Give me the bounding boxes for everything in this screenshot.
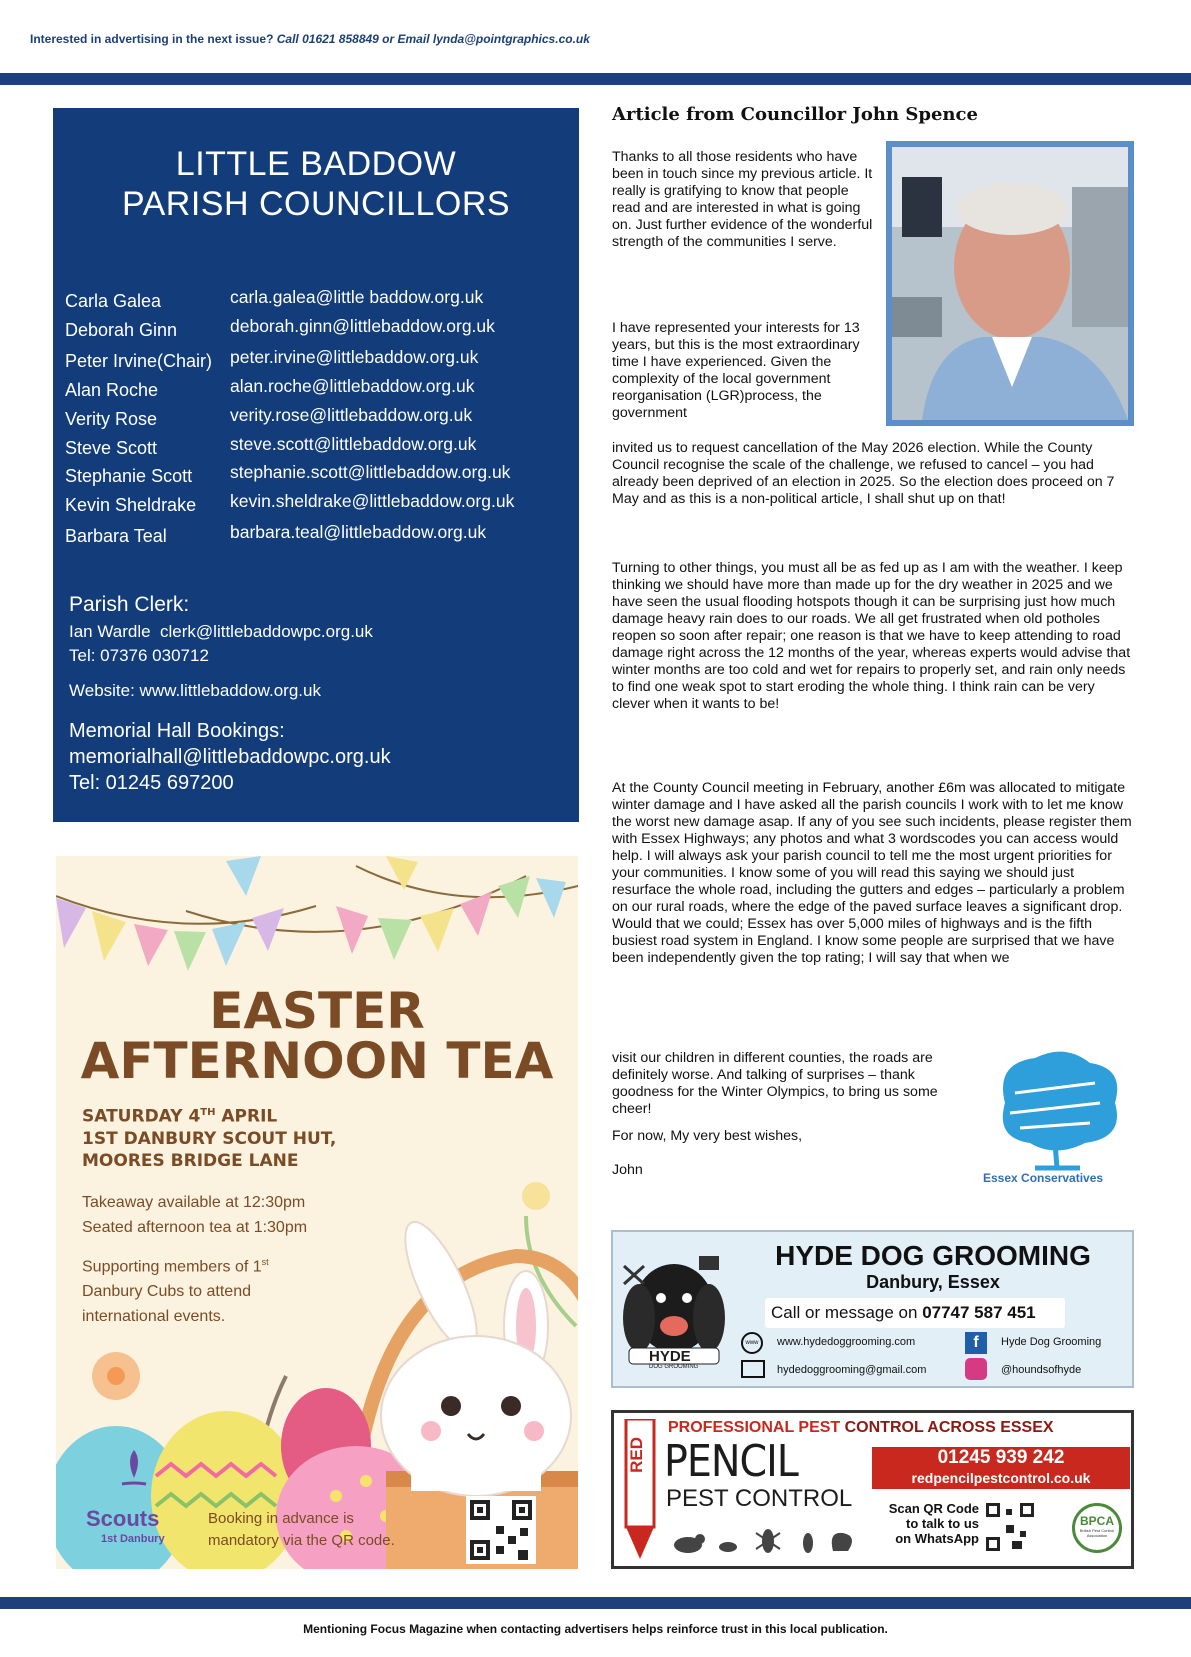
globe-icon: www bbox=[741, 1332, 763, 1354]
website-link[interactable]: Website: www.littlebaddow.org.uk bbox=[69, 681, 321, 700]
clerk-telephone: Tel: 07376 030712 bbox=[69, 646, 209, 665]
hyde-email[interactable]: hydedoggrooming@gmail.com bbox=[777, 1364, 927, 1376]
easter-title bbox=[56, 982, 578, 1090]
hyde-title: HYDE DOG GROOMING bbox=[775, 1240, 1091, 1271]
qr-line3: on WhatsApp bbox=[895, 1531, 979, 1546]
councillor-email[interactable]: barbara.teal@littlebaddow.org.uk bbox=[230, 522, 487, 542]
event-date bbox=[82, 1102, 336, 1128]
councillor-name: Steve Scott bbox=[65, 438, 158, 458]
councillor-row bbox=[65, 434, 575, 464]
pest-website[interactable]: redpencilpestcontrol.co.uk bbox=[911, 1470, 1091, 1486]
article-paragraph-4: At the County Council meeting in February, another £6m was allocated to mitigate winter damage and I have asked all the parish councils I work with to let me know the worst new damage asap. If any of you see such incidents, please register them with Essex Highways; any photos and what 3 wordscodes you can access would help. I will always ask your parish council to tell me the most urgent priorities for your communities. I know some of you will read this saying we should just resurface the whole road, including the gutters and edges – particularly a problem on our rural roads, where the edge of the paved surface leaves a significant drop. Would that we could; Essex has over 5,000 miles of highways and is the fifth busiest road system in England. I know some people are surprised that we have been independently given the top rating; I will say that when we bbox=[612, 780, 1132, 966]
hyde-phone[interactable]: 07747 587 451 bbox=[922, 1303, 1036, 1322]
pest-qr-note bbox=[874, 1501, 979, 1546]
easter-title-line1: EASTER bbox=[209, 982, 425, 1040]
councillors-title-line1: LITTLE BADDOW bbox=[175, 145, 457, 183]
qr-code-icon[interactable] bbox=[984, 1501, 1036, 1553]
date-month: APRIL bbox=[215, 1106, 278, 1127]
councillor-row bbox=[65, 376, 575, 406]
councillor-email[interactable]: steve.scott@littlebaddow.org.uk bbox=[230, 434, 477, 454]
councillors-title bbox=[53, 144, 579, 224]
article-paragraph-1: Thanks to all those residents who have been in touch since my previous article. It really is gratifying to know that people read and are interested in what is going on. Just further evidence of the wonderful strength of the communities I serve. bbox=[612, 149, 873, 250]
event-times bbox=[82, 1190, 307, 1240]
councillor-email[interactable]: deborah.ginn@littlebaddow.org.uk bbox=[230, 316, 495, 336]
councillor-photo bbox=[886, 141, 1134, 426]
seated-time: Seated afternoon tea at 1:30pm bbox=[82, 1219, 308, 1236]
photo-frame bbox=[892, 147, 1128, 420]
article-signoff: For now, My very best wishes, bbox=[612, 1128, 803, 1144]
hyde-dog-grooming-ad bbox=[611, 1230, 1134, 1388]
pest-red-word: RED bbox=[627, 1437, 646, 1473]
councillor-name: Peter Irvine(Chair) bbox=[65, 351, 213, 371]
article-paragraph-2-wrap: I have represented your interests for 13 years, but this is the most extraordinary time I have experienced. Given the complexity of the local government reorganisation (LGR)process, the government bbox=[612, 320, 860, 421]
councillor-name: Alan Roche bbox=[65, 380, 159, 400]
article-paragraph-4-end: visit our children in different counties, the roads are definitely worse. And talking of surprises – thank goodness for the Winter Olympics, to bring us some cheer! bbox=[612, 1050, 938, 1117]
takeaway-time: Takeaway available at 12:30pm bbox=[82, 1194, 306, 1211]
pest-contact-box bbox=[872, 1447, 1130, 1489]
councillor-name: Carla Galea bbox=[65, 291, 162, 311]
article-author: John bbox=[612, 1162, 643, 1178]
top-rule bbox=[0, 73, 1191, 85]
councillor-row bbox=[65, 405, 575, 435]
councillor-name: Stephanie Scott bbox=[65, 466, 193, 486]
hyde-website[interactable]: www.hydedoggrooming.com bbox=[777, 1336, 916, 1348]
parish-clerk-contact bbox=[69, 622, 373, 642]
hyde-call-prefix: Call or message on bbox=[771, 1303, 923, 1322]
pest-phone[interactable]: 01245 939 242 bbox=[937, 1447, 1065, 1468]
conservatives-logo-text: Essex Conservatives bbox=[983, 1171, 1104, 1185]
hyde-instagram[interactable]: @houndsofhyde bbox=[1001, 1364, 1082, 1376]
councillor-email[interactable]: stephanie.scott@littlebaddow.org.uk bbox=[230, 462, 511, 482]
pest-headline bbox=[668, 1419, 1054, 1437]
portrait-image bbox=[892, 147, 1128, 420]
easter-tea-poster bbox=[56, 856, 578, 1569]
red-pencil-pest-ad bbox=[611, 1410, 1134, 1569]
qr-line1: Scan QR Code bbox=[888, 1501, 979, 1516]
pest-silhouettes-icon bbox=[668, 1521, 858, 1557]
pest-brand-sub: PEST CONTROL bbox=[666, 1485, 853, 1512]
event-purpose bbox=[82, 1250, 269, 1329]
councillor-name: Deborah Ginn bbox=[65, 320, 178, 340]
councillor-email[interactable]: kevin.sheldrake@littlebaddow.org.uk bbox=[230, 491, 515, 511]
councillor-row bbox=[65, 347, 575, 377]
councillor-row bbox=[65, 522, 575, 552]
hyde-call-box bbox=[765, 1298, 1065, 1328]
article-title: Article from Councillor John Spence bbox=[612, 104, 978, 125]
councillor-row bbox=[65, 287, 575, 317]
event-details bbox=[82, 1102, 336, 1172]
booking-line1: Booking in advance is bbox=[208, 1510, 354, 1527]
bpca-badge bbox=[1072, 1503, 1122, 1553]
email-icon bbox=[741, 1360, 765, 1378]
purpose-line2: Danbury Cubs to attend bbox=[82, 1283, 251, 1301]
footer-notice: Mentioning Focus Magazine when contacting advertisers helps reinforce trust in this local publication. bbox=[303, 1622, 888, 1636]
parish-clerk-heading: Parish Clerk: bbox=[69, 593, 190, 616]
article-paragraph-3: Turning to other things, you must all be as fed up as I am with the weather. I keep thinking we should have more than made up for the dry weather in 2025 and we have seen the usual flooding hotspots though it can be surprising just how much damage heavy rain does to our roads. We all get frustrated when old potholes reopen so soon after repair; one reason is that we have to keep attending to road damage right across the 12 months of the year, whereas experts would advise that winter months are too cold and wet for repairs to properly set, and rain only needs to find one weak spot to start eroding the whole thing. I think rain can be very clever when it wants to be! bbox=[612, 560, 1131, 712]
hyde-logo-sub: DOG GROOMING bbox=[649, 1364, 699, 1370]
scouts-group: 1st Danbury bbox=[101, 1533, 165, 1545]
councillor-name: Barbara Teal bbox=[65, 526, 167, 546]
hall-bookings-telephone: Tel: 01245 697200 bbox=[69, 772, 234, 794]
event-road: MOORES BRIDGE LANE bbox=[82, 1150, 299, 1171]
advertising-contact: Call 01621 858849 or Email lynda@pointgraphics.co.uk bbox=[276, 32, 590, 46]
easter-title-line2: AFTERNOON TEA bbox=[80, 1032, 554, 1090]
date-text: SATURDAY 4 bbox=[82, 1106, 201, 1127]
bpca-badge-text: BPCA bbox=[1079, 1514, 1114, 1528]
hyde-facebook[interactable]: Hyde Dog Grooming bbox=[1001, 1336, 1102, 1348]
booking-note bbox=[208, 1508, 395, 1552]
councillor-row bbox=[65, 491, 575, 521]
bpca-badge-sub: British Pest Control Association bbox=[1079, 1528, 1115, 1538]
hall-bookings-email[interactable]: memorialhall@littlebaddowpc.org.uk bbox=[69, 746, 391, 768]
councillor-email[interactable]: alan.roche@littlebaddow.org.uk bbox=[230, 376, 475, 396]
tree-icon bbox=[975, 1043, 1135, 1173]
clerk-email[interactable]: clerk@littlebaddowpc.org.uk bbox=[160, 622, 373, 641]
instagram-icon bbox=[965, 1358, 987, 1380]
hall-bookings-heading: Memorial Hall Bookings: bbox=[69, 720, 285, 742]
pest-headline-a: PROFESSIONAL PEST bbox=[668, 1419, 845, 1436]
councillor-row bbox=[65, 462, 575, 492]
councillor-row bbox=[65, 316, 575, 346]
date-ordinal: TH bbox=[200, 1107, 216, 1118]
booking-line2: mandatory via the QR code. bbox=[208, 1532, 395, 1549]
councillor-name: Verity Rose bbox=[65, 409, 158, 429]
councillor-name: Kevin Sheldrake bbox=[65, 495, 197, 515]
hyde-logo-word: HYDE bbox=[649, 1348, 691, 1365]
councillors-title-line2: PARISH COUNCILLORS bbox=[121, 185, 511, 223]
councillor-email[interactable]: peter.irvine@littlebaddow.org.uk bbox=[230, 347, 479, 367]
scouts-logo: Scouts bbox=[86, 1506, 160, 1531]
advertising-notice bbox=[30, 32, 590, 46]
hyde-location: Danbury, Essex bbox=[866, 1272, 1000, 1292]
article-paragraph-2: invited us to request cancellation of the May 2026 election. While the County Council recognise the scale of the challenge, we refused to cancel – you had already been deprived of an election in 2025. So the election does proceed on 7 May and as this is a non-political article, I shall shut up on that! bbox=[612, 440, 1115, 507]
bottom-rule bbox=[0, 1597, 1191, 1609]
councillors-panel bbox=[53, 108, 579, 822]
qr-line2: to talk to us bbox=[906, 1516, 979, 1531]
advertising-question: Interested in advertising in the next issue? bbox=[30, 32, 274, 46]
councillor-email[interactable]: verity.rose@littlebaddow.org.uk bbox=[230, 405, 473, 425]
councillor-email[interactable]: carla.galea@little baddow.org.uk bbox=[230, 287, 484, 307]
pest-headline-b: CONTROL ACROSS ESSEX bbox=[844, 1419, 1054, 1436]
purpose-line3: international events. bbox=[82, 1308, 226, 1326]
purpose-text: Supporting members of 1 bbox=[82, 1258, 262, 1276]
clerk-name: Ian Wardle bbox=[69, 622, 151, 641]
pest-brand: PENCIL bbox=[664, 1436, 798, 1487]
purpose-ordinal: st bbox=[261, 1257, 269, 1267]
conservatives-logo bbox=[975, 1043, 1135, 1211]
facebook-icon: f bbox=[965, 1332, 987, 1354]
purpose-line1 bbox=[82, 1250, 269, 1279]
event-venue: 1ST DANBURY SCOUT HUT, bbox=[82, 1128, 337, 1149]
